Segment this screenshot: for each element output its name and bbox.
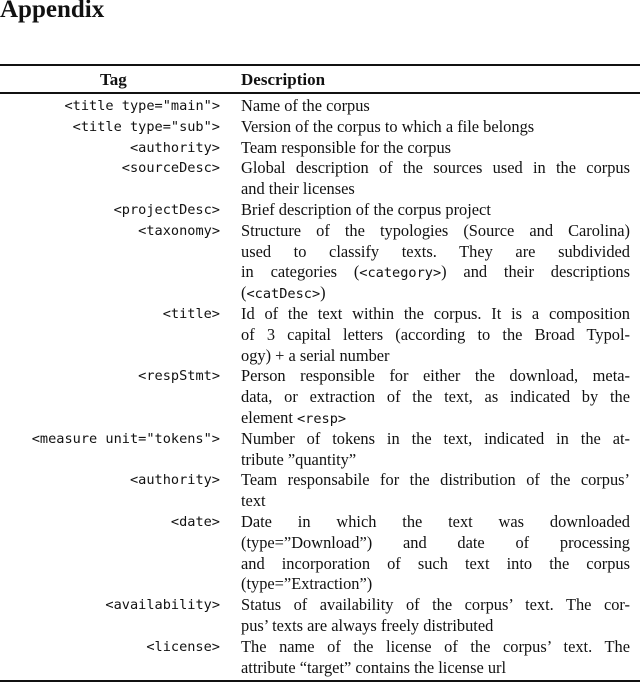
table-row: [0, 304, 640, 366]
description-cell: [241, 429, 630, 471]
tag-cell: <date>: [170, 513, 220, 530]
table-row: [0, 221, 640, 304]
description-cell: [241, 470, 630, 512]
text-fragment: tribute ”quantity”: [241, 449, 357, 469]
text-fragment: used to classify texts. They are subdivided: [241, 241, 630, 261]
text-fragment: ): [320, 283, 326, 303]
description-line: [241, 554, 630, 575]
description-cell: [241, 512, 630, 595]
page-title: Appendix: [0, 0, 105, 23]
text-fragment: Brief description of the corpus project: [241, 199, 491, 219]
text-fragment: Structure of the typologies (Source and Carolina): [241, 220, 630, 240]
header-tag: Tag: [100, 70, 127, 89]
description-cell: [241, 221, 630, 304]
description-line: [241, 346, 630, 367]
description-line: [241, 325, 630, 346]
description-line: [241, 283, 630, 304]
tag-cell: <availability>: [105, 597, 220, 614]
description-line: [241, 200, 630, 221]
tag-cell: <respStmt>: [138, 368, 220, 385]
description-line: [241, 408, 630, 429]
text-fragment: pus’ texts are always freely distributed: [241, 615, 494, 635]
tag-cell: <projectDesc>: [113, 201, 220, 218]
tag-cell: <authority>: [129, 139, 220, 156]
table-body: [0, 96, 640, 678]
text-fragment: of 3 capital letters (according to the Broad Typol-: [241, 324, 630, 344]
description-line: [241, 616, 630, 637]
text-fragment: ) and their descriptions: [441, 262, 630, 282]
table-row: [0, 512, 640, 595]
description-line: [241, 574, 630, 595]
description-line: [241, 221, 630, 242]
description-cell: [241, 304, 630, 366]
description-line: [241, 242, 630, 263]
description-cell: [241, 366, 630, 428]
header-description: Description: [241, 70, 326, 89]
description-line: [241, 658, 630, 679]
inline-code: <resp>: [296, 410, 347, 427]
text-fragment: (: [241, 283, 247, 303]
text-fragment: ogy) + a serial number: [241, 345, 390, 365]
description-cell: [241, 117, 630, 138]
text-fragment: Status of availability of the corpus’ text. The cor-: [241, 595, 630, 615]
description-cell: [241, 595, 630, 637]
text-fragment: Person responsible for either the download, meta-: [241, 366, 630, 386]
table-row: [0, 138, 640, 159]
description-line: [241, 117, 630, 138]
text-fragment: Version of the corpus to which a file belongs: [241, 116, 535, 136]
text-fragment: Number of tokens in the text, indicated in the at-: [241, 428, 630, 448]
table-row: [0, 429, 640, 471]
text-fragment: attribute “target” contains the license url: [241, 657, 507, 677]
description-line: [241, 262, 630, 283]
description-line: [241, 491, 630, 512]
table-row: [0, 96, 640, 117]
text-fragment: Date in which the text was downloaded: [241, 511, 630, 531]
inline-code: <catDesc>: [246, 286, 321, 303]
description-cell: [241, 138, 630, 159]
table-row: [0, 470, 640, 512]
description-line: [241, 179, 630, 200]
description-line: [241, 450, 630, 471]
text-fragment: and their licenses: [241, 179, 355, 199]
description-line: [241, 304, 630, 325]
tag-cell: <license>: [146, 638, 220, 655]
description-line: [241, 512, 630, 533]
description-cell: [241, 96, 630, 117]
description-cell: [241, 158, 630, 200]
table-row: [0, 595, 640, 637]
text-fragment: text: [241, 491, 266, 511]
header-rule: [0, 92, 640, 94]
text-fragment: and incorporation of such text into the corpus: [241, 553, 630, 573]
text-fragment: (type=”Download”) and date of processing: [241, 532, 630, 552]
description-line: [241, 595, 630, 616]
text-fragment: Team responsabile for the distribution of the corpus’: [241, 470, 630, 490]
description-line: [241, 387, 630, 408]
bottom-rule: [0, 680, 640, 682]
tag-cell: <authority>: [129, 472, 220, 489]
tag-cell: <measure unit="tokens">: [31, 430, 220, 447]
text-fragment: (type=”Extraction”): [241, 574, 373, 594]
description-line: [241, 470, 630, 491]
description-cell: [241, 200, 630, 221]
text-fragment: Name of the corpus: [241, 96, 370, 115]
tag-cell: <title type="main">: [64, 98, 220, 114]
table-row: [0, 200, 640, 221]
text-fragment: element: [241, 407, 297, 427]
table-row: [0, 117, 640, 138]
text-fragment: The name of the license of the corpus’ text. The: [241, 636, 630, 656]
description-line: [241, 96, 630, 117]
description-line: [241, 366, 630, 387]
text-fragment: Global description of the sources used in the corpus: [241, 158, 630, 178]
text-fragment: Team responsible for the corpus: [241, 137, 452, 157]
tag-cell: <taxonomy>: [138, 222, 220, 239]
tag-cell: <title>: [162, 305, 220, 322]
description-line: [241, 429, 630, 450]
text-fragment: in categories (: [241, 262, 360, 282]
table-row: [0, 366, 640, 428]
text-fragment: data, or extraction of the text, as indicated by the: [241, 387, 630, 407]
tag-cell: <title type="sub">: [72, 118, 220, 135]
description-line: [241, 158, 630, 179]
description-line: [241, 533, 630, 554]
tag-cell: <sourceDesc>: [121, 160, 220, 177]
top-rule: [0, 64, 640, 66]
table-row: [0, 158, 640, 200]
inline-code: <category>: [359, 265, 442, 282]
text-fragment: Id of the text within the corpus. It is a composition: [241, 303, 630, 323]
description-cell: [241, 637, 630, 679]
description-line: [241, 138, 630, 159]
table-row: [0, 637, 640, 679]
description-line: [241, 637, 630, 658]
